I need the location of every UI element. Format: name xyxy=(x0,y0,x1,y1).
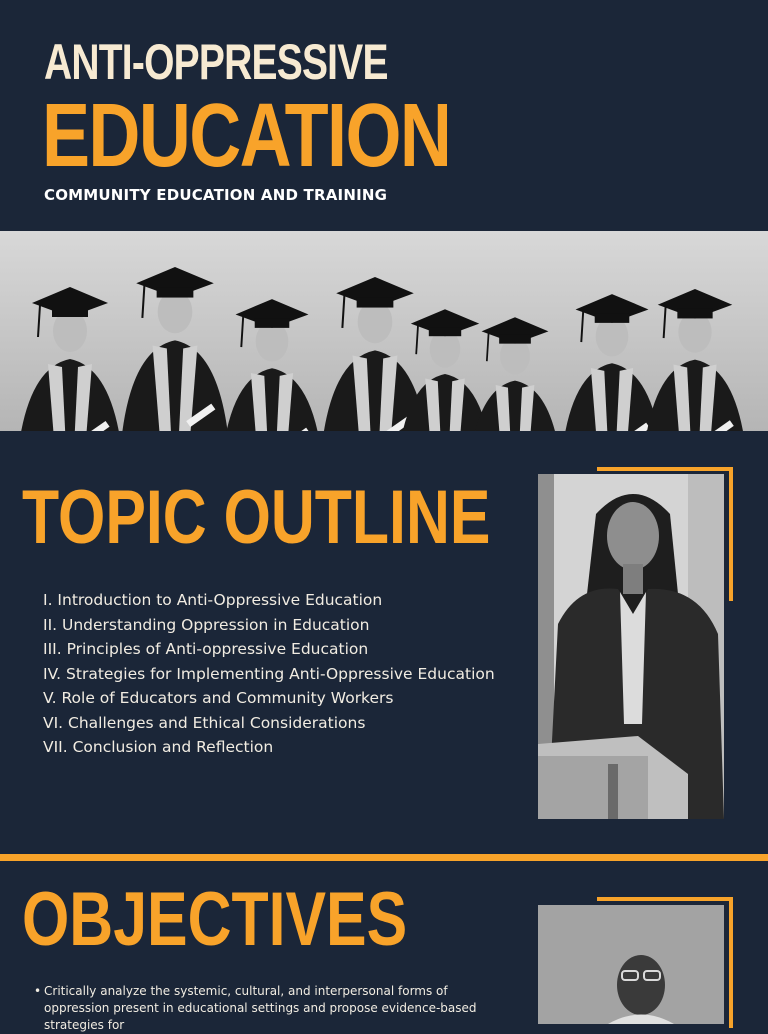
outline-item: VII. Conclusion and Reflection xyxy=(43,738,274,756)
objectives-list xyxy=(44,983,494,1034)
title-line-1: ANTI-OPPRESSIVE xyxy=(44,34,388,90)
speaker-photo xyxy=(538,474,724,819)
title-line-2: EDUCATION xyxy=(42,86,451,186)
outline-item: V. Role of Educators and Community Workers xyxy=(43,689,394,707)
subtitle: COMMUNITY EDUCATION AND TRAINING xyxy=(44,186,388,204)
objectives-heading: OBJECTIVES xyxy=(22,877,408,962)
topic-outline-list xyxy=(43,588,495,760)
speaker-illustration xyxy=(538,474,724,819)
outline-item: IV. Strategies for Implementing Anti-Oppressive Education xyxy=(43,664,495,683)
graduates-photo xyxy=(0,231,768,431)
outline-item: I. Introduction to Anti-Oppressive Education xyxy=(43,591,383,609)
man-illustration xyxy=(538,905,724,1024)
man-photo xyxy=(538,905,724,1024)
topic-outline-heading: TOPIC OUTLINE xyxy=(22,475,491,560)
graduates-illustration xyxy=(0,231,768,431)
section-divider xyxy=(0,854,768,861)
outline-item: II. Understanding Oppression in Education xyxy=(43,615,370,634)
outline-item: III. Principles of Anti-oppressive Education xyxy=(43,640,369,658)
outline-item: VI. Challenges and Ethical Considerations xyxy=(43,713,366,732)
objective-item: • Critically analyze the systemic, cultural, and interpersonal forms of oppression present in educational settings and propose evidence-based strategies for xyxy=(44,983,494,1034)
